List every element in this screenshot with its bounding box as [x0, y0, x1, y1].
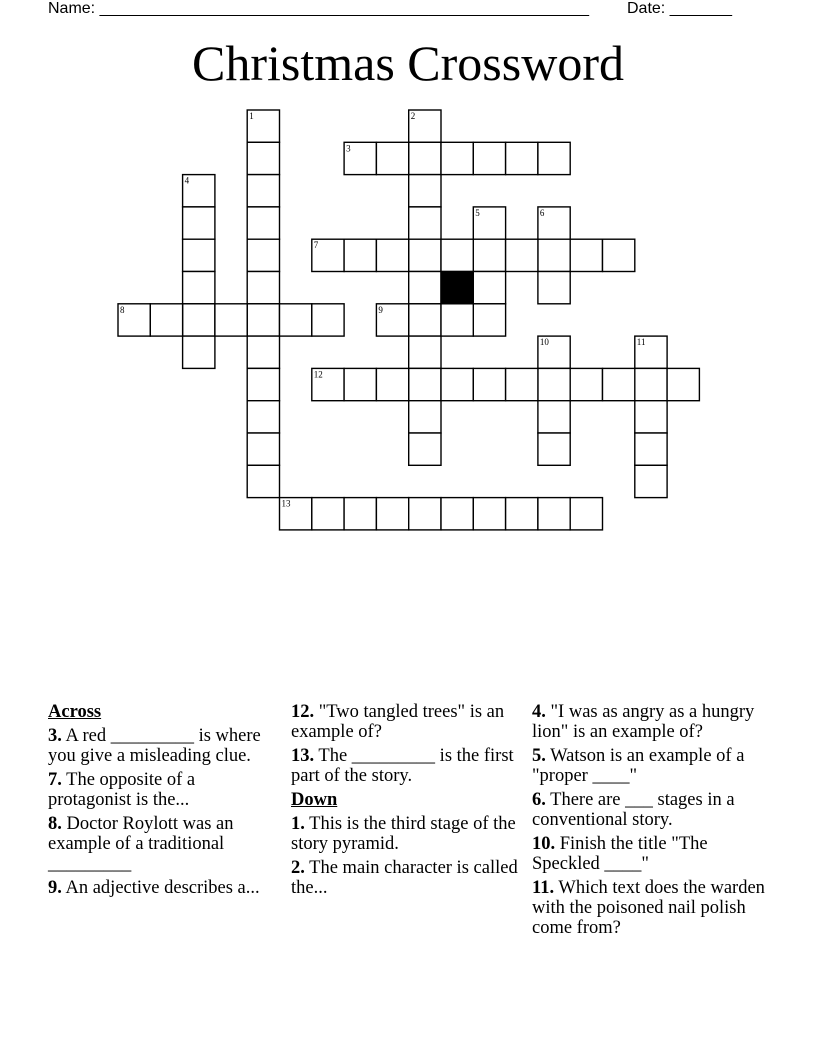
grid-cell[interactable]: [280, 304, 312, 336]
clue-down-6: [532, 790, 772, 830]
clue-number: 4.: [532, 702, 546, 722]
clue-text: The _________ is the first part of the story.: [291, 746, 514, 786]
clue-number: 5.: [532, 746, 546, 766]
clue-text: The opposite of a protagonist is the...: [48, 770, 196, 810]
clue-number: 13.: [291, 746, 315, 766]
clues-column-3: [532, 702, 772, 942]
cell-number: 10: [539, 337, 549, 348]
grid-cell[interactable]: [183, 304, 215, 336]
cell-number: 9: [378, 304, 383, 315]
black-cell: [441, 272, 473, 304]
grid-cell[interactable]: [473, 142, 505, 174]
puzzle-title: Christmas Crossword: [192, 35, 624, 91]
clue-number: 6.: [532, 790, 546, 810]
grid-cell[interactable]: [506, 368, 538, 400]
clue-text: Finish the title "The Speckled ____": [532, 834, 708, 874]
clue-text: "Two tangled trees" is an example of?: [291, 702, 505, 742]
grid-cell[interactable]: [506, 142, 538, 174]
cell-number: 11: [636, 337, 646, 348]
grid-cell[interactable]: [409, 433, 441, 465]
grid-cell[interactable]: [409, 401, 441, 433]
clue-down-5: [532, 746, 772, 786]
grid-cell[interactable]: [538, 272, 570, 304]
grid-cell[interactable]: [473, 239, 505, 271]
cell-number: 2: [410, 111, 416, 121]
grid-cell[interactable]: [441, 239, 473, 271]
clue-number: 11.: [532, 878, 555, 898]
grid-cell[interactable]: [376, 368, 408, 400]
grid-cell[interactable]: [247, 239, 279, 271]
grid-cell[interactable]: [183, 272, 215, 304]
clue-number: 7.: [48, 770, 62, 790]
down-heading: Down: [291, 790, 338, 810]
grid-cell[interactable]: [570, 368, 602, 400]
cell-number: 13: [281, 498, 291, 509]
clue-text: There are ___ stages in a conventional story.: [532, 790, 735, 830]
grid-cell[interactable]: [409, 304, 441, 336]
grid-cell[interactable]: [506, 239, 538, 271]
clue-down-11: [532, 878, 772, 938]
grid-cell[interactable]: [409, 368, 441, 400]
grid-cell[interactable]: [473, 368, 505, 400]
grid-cell[interactable]: [635, 433, 667, 465]
clue-number: 12.: [291, 702, 315, 722]
grid-cell[interactable]: [183, 336, 215, 368]
grid-cell[interactable]: [247, 336, 279, 368]
cell-number: 4: [184, 175, 190, 186]
clue-number: 9.: [48, 878, 62, 898]
grid-cell[interactable]: [247, 433, 279, 465]
grid-cell[interactable]: [376, 142, 408, 174]
grid-cell[interactable]: [312, 498, 344, 530]
clue-across-9: [48, 878, 280, 898]
grid-cell[interactable]: [344, 368, 376, 400]
grid-cell[interactable]: [247, 401, 279, 433]
grid-cell[interactable]: [473, 498, 505, 530]
grid-cell[interactable]: [247, 175, 279, 207]
cell-number: 7: [313, 240, 319, 251]
cell-number: 5: [475, 207, 480, 218]
cell-number: 1: [249, 111, 254, 121]
grid-cell[interactable]: [473, 304, 505, 336]
cell-number: 3: [346, 143, 351, 154]
clue-down-10: [532, 834, 772, 874]
grid-cell[interactable]: [150, 304, 182, 336]
grid-cell[interactable]: [441, 498, 473, 530]
clue-text: This is the third stage of the story pyramid.: [291, 814, 516, 854]
clue-across-8: [48, 814, 280, 874]
grid-cell[interactable]: [538, 433, 570, 465]
grid-cell[interactable]: [312, 304, 344, 336]
grid-cell[interactable]: [409, 239, 441, 271]
clue-down-2: [291, 858, 523, 898]
clue-across-13: [291, 746, 523, 786]
name-field[interactable]: Name: _______________________________________________________: [48, 0, 589, 17]
clue-text: An adjective describes a...: [61, 878, 260, 898]
grid-cell[interactable]: [538, 239, 570, 271]
grid-cell[interactable]: [506, 498, 538, 530]
grid-cell[interactable]: [215, 304, 247, 336]
grid-cell[interactable]: [538, 142, 570, 174]
clue-text: Doctor Roylott was an example of a traditional _________: [48, 814, 234, 874]
clue-number: 10.: [532, 834, 556, 854]
clue-number: 8.: [48, 814, 62, 834]
grid-cell[interactable]: [570, 498, 602, 530]
cell-number: 12: [313, 369, 323, 380]
grid-cell[interactable]: [344, 498, 376, 530]
grid-cell[interactable]: [247, 207, 279, 239]
grid-cell[interactable]: [409, 207, 441, 239]
across-heading: Across: [48, 702, 102, 722]
cell-number: 8: [120, 304, 125, 315]
grid-cell[interactable]: [247, 272, 279, 304]
clue-text: Watson is an example of a "proper ____": [532, 746, 745, 786]
clue-text: "I was as angry as a hungry lion" is an example of?: [532, 702, 755, 742]
clue-text: The main character is called the...: [291, 858, 518, 898]
grid-cell[interactable]: [376, 239, 408, 271]
clue-down-4: [532, 702, 772, 742]
grid-cell[interactable]: [247, 142, 279, 174]
grid-cell[interactable]: [635, 401, 667, 433]
grid-cell[interactable]: [409, 336, 441, 368]
clue-across-7: [48, 770, 280, 810]
date-field[interactable]: Date: _______: [627, 0, 732, 17]
grid-cell[interactable]: [247, 368, 279, 400]
clue-text: A red _________ is where you give a misleading clue.: [48, 726, 261, 766]
clue-across-12: [291, 702, 523, 742]
grid-cell[interactable]: [635, 465, 667, 497]
grid-cell[interactable]: [473, 272, 505, 304]
grid-cell[interactable]: [667, 368, 699, 400]
clues-column-1: [48, 702, 280, 902]
grid-cell[interactable]: [183, 239, 215, 271]
cell-number: 6: [539, 207, 545, 218]
grid-cell[interactable]: [538, 368, 570, 400]
clue-across-3: [48, 726, 280, 766]
grid-cell[interactable]: [247, 304, 279, 336]
grid-cell[interactable]: [344, 239, 376, 271]
grid-cell[interactable]: [570, 239, 602, 271]
grid-cell[interactable]: [635, 368, 667, 400]
grid-cell[interactable]: [183, 207, 215, 239]
grid-cell[interactable]: [409, 142, 441, 174]
grid-cell[interactable]: [538, 498, 570, 530]
grid-cell[interactable]: [603, 368, 635, 400]
grid-cell[interactable]: [441, 304, 473, 336]
grid-cell[interactable]: [441, 142, 473, 174]
grid-cell[interactable]: [409, 498, 441, 530]
grid-cell[interactable]: [247, 465, 279, 497]
clues-column-2: [291, 702, 523, 902]
clue-number: 2.: [291, 858, 305, 878]
clue-number: 3.: [48, 726, 62, 746]
grid-cell[interactable]: [441, 368, 473, 400]
grid-cell[interactable]: [409, 272, 441, 304]
clue-number: 1.: [291, 814, 305, 834]
clue-text: Which text does the warden with the poisoned nail polish come from?: [532, 878, 765, 938]
grid-cell[interactable]: [409, 175, 441, 207]
clue-down-1: [291, 814, 523, 854]
grid-cell[interactable]: [538, 401, 570, 433]
grid-cell[interactable]: [603, 239, 635, 271]
grid-cell[interactable]: [376, 498, 408, 530]
